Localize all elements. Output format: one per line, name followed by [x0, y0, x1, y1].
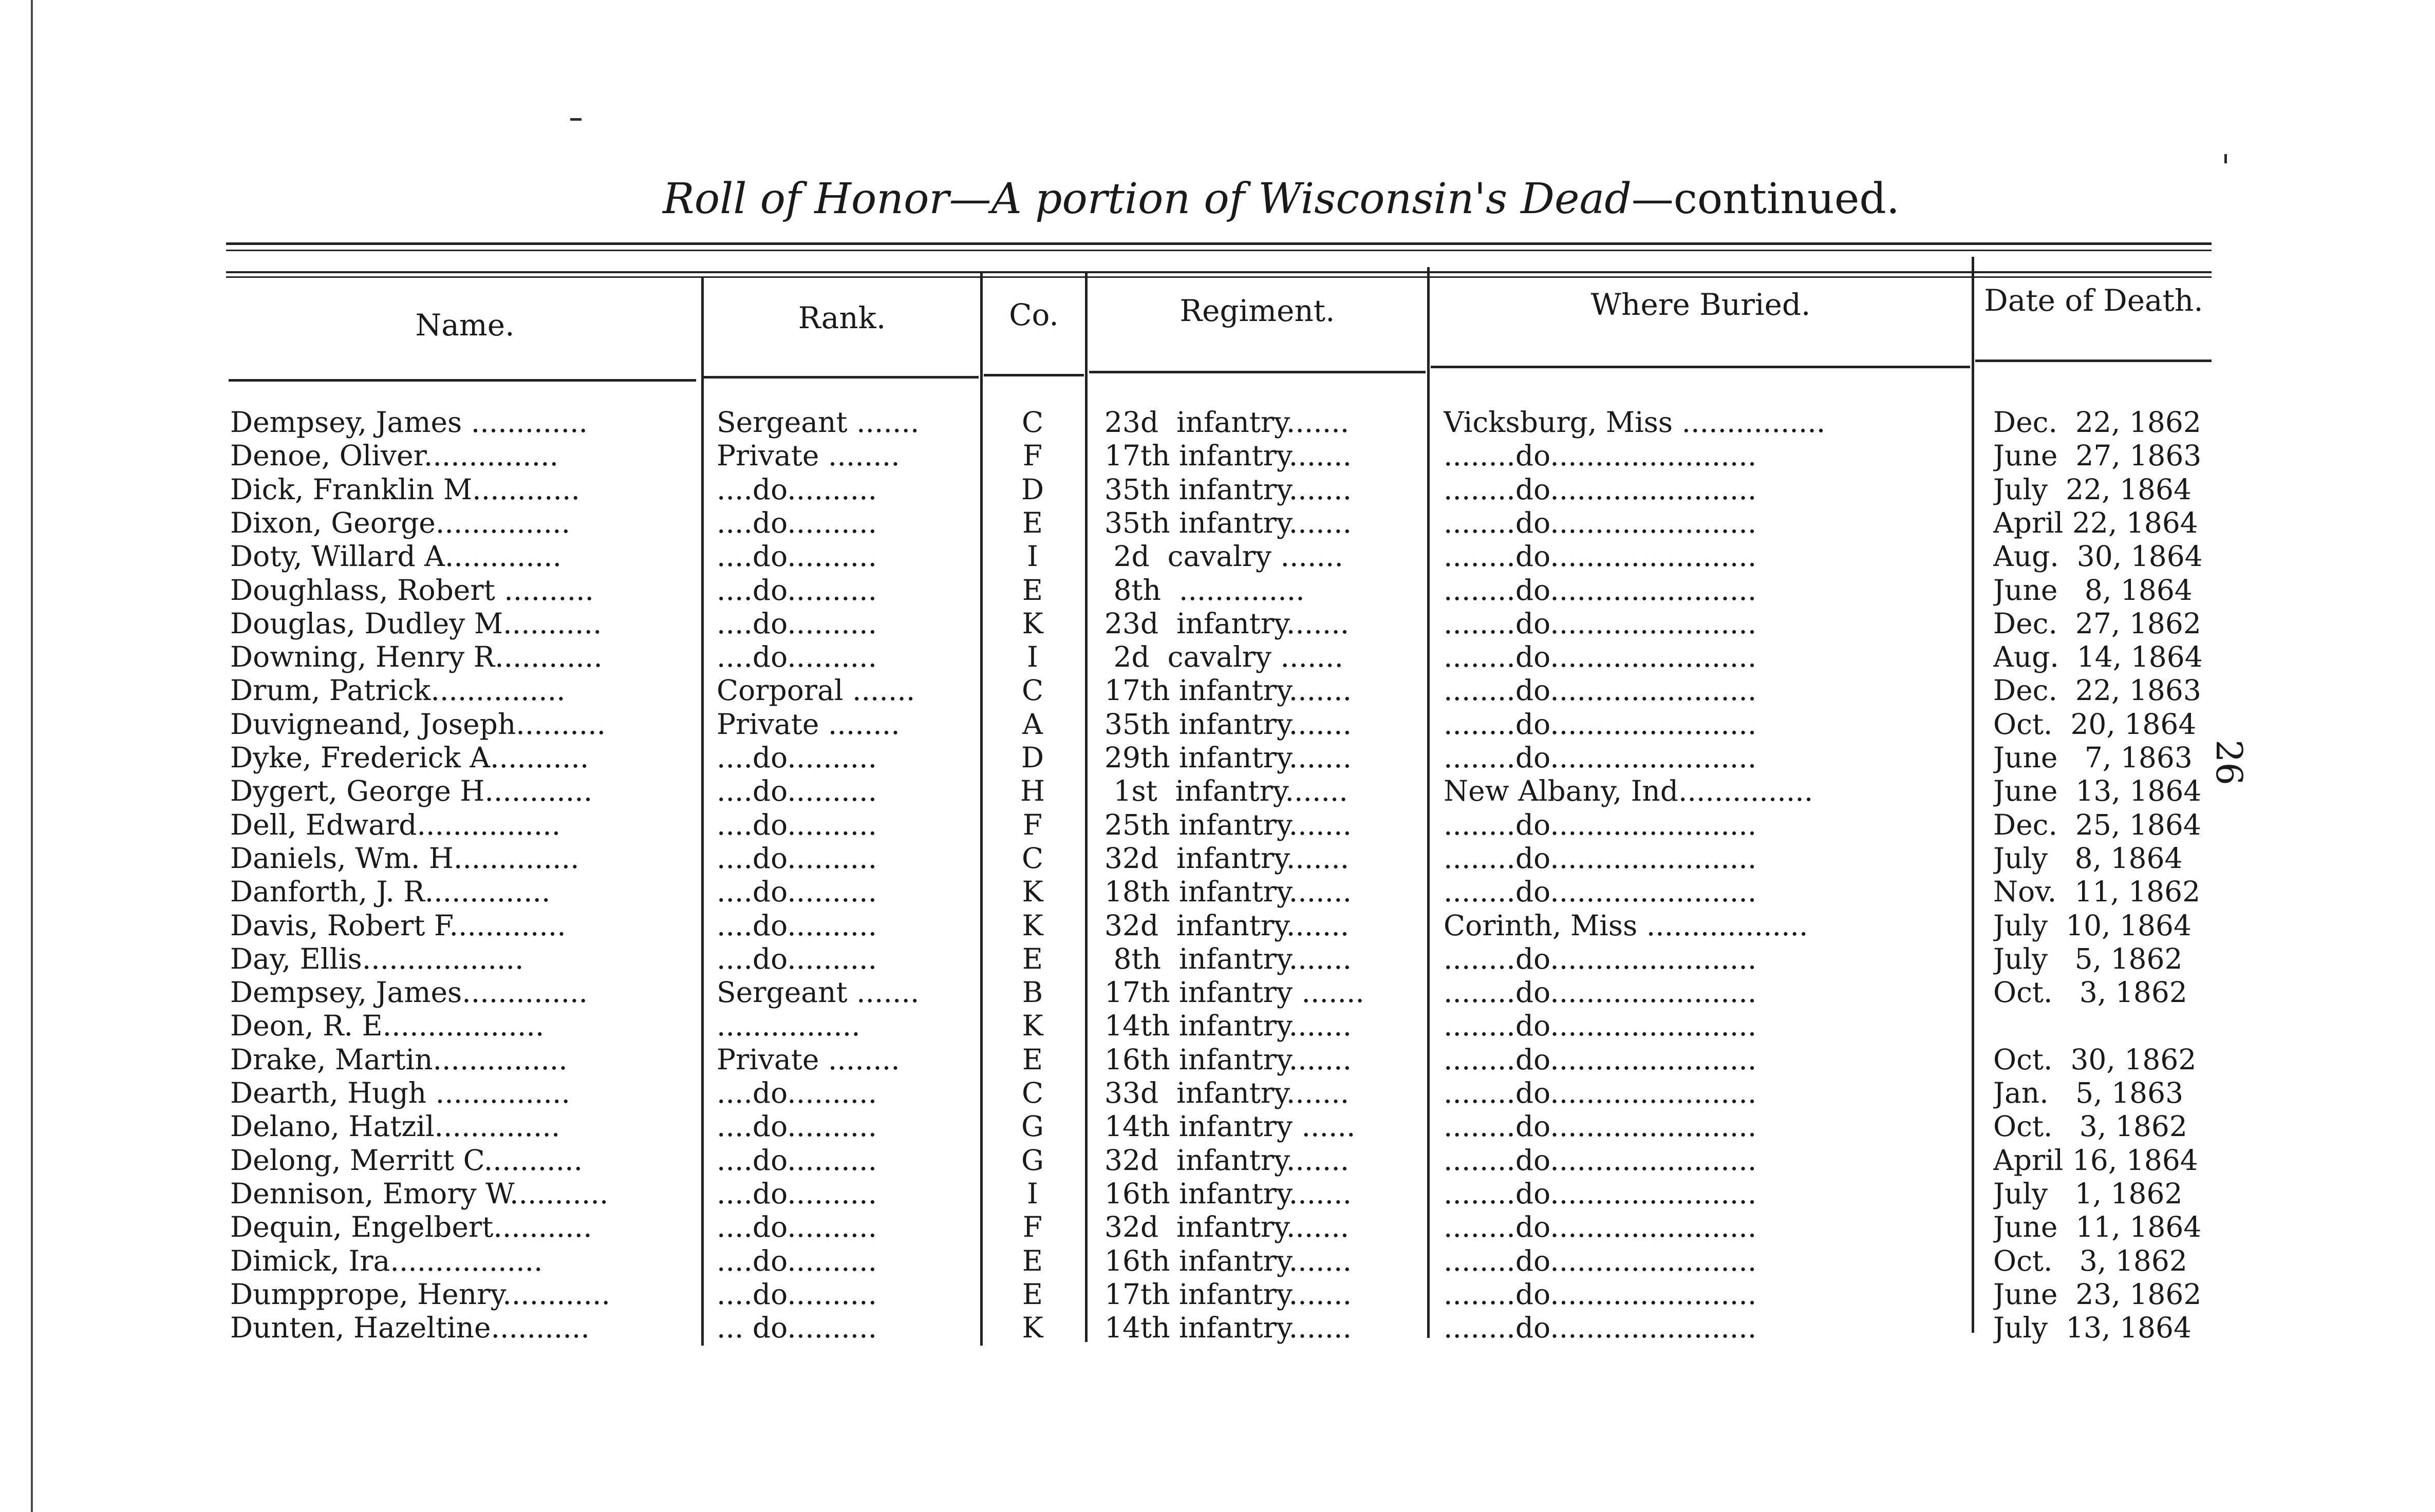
cell-buried: ........do.......................	[1444, 1143, 1757, 1177]
cell-regiment: 2d cavalry .......	[1104, 540, 1343, 573]
cell-co: F	[1022, 1211, 1043, 1244]
cell-date: Oct. 3, 1862	[1993, 976, 2187, 1009]
cell-buried: ........do.......................	[1444, 1211, 1757, 1244]
cell-date: June 7, 1863	[1993, 741, 2193, 774]
cell-regiment: 35th infantry.......	[1104, 472, 1352, 506]
cell-date: July 10, 1864	[1993, 909, 2192, 942]
cell-date: Dec. 22, 1863	[1993, 674, 2201, 707]
cell-name: Dimick, Ira.................	[230, 1244, 543, 1277]
cell-regiment: 8th infantry.......	[1104, 942, 1352, 975]
cell-date: Oct. 20, 1864	[1993, 707, 2197, 741]
cell-rank: ....do..........	[717, 1076, 877, 1109]
cell-co: K	[1022, 1311, 1043, 1345]
cell-buried: ........do.......................	[1444, 976, 1757, 1009]
cell-buried: New Albany, Ind...............	[1444, 774, 1813, 808]
cell-rank: ....do..........	[717, 808, 877, 841]
cell-name: Drum, Patrick...............	[230, 674, 566, 707]
cell-regiment: 1st infantry.......	[1104, 774, 1348, 808]
cell-buried: ........do.......................	[1444, 674, 1757, 707]
cell-co: E	[1022, 1277, 1043, 1311]
cell-co: K	[1022, 909, 1043, 942]
header-where-buried: Where Buried.	[1590, 287, 1811, 322]
cell-regiment: 16th infantry.......	[1104, 1244, 1352, 1277]
cell-co: E	[1022, 506, 1043, 539]
cell-buried: ........do.......................	[1444, 741, 1757, 774]
cell-date: Oct. 30, 1862	[1993, 1043, 2197, 1076]
cell-regiment: 23d infantry.......	[1104, 607, 1350, 640]
cell-buried: ........do.......................	[1444, 540, 1757, 573]
cell-name: Dunten, Hazeltine...........	[230, 1311, 590, 1345]
cell-date: Jan. 5, 1863	[1993, 1076, 2184, 1109]
cell-buried: ........do.......................	[1444, 1076, 1757, 1109]
cell-name: Dempsey, James..............	[230, 976, 588, 1009]
cell-regiment: 23d infantry.......	[1104, 406, 1350, 439]
header-rule-bottom	[1089, 371, 1426, 373]
cell-rank: Sergeant .......	[717, 976, 920, 1009]
cell-name: Denoe, Oliver...............	[230, 439, 559, 472]
cell-regiment: 35th infantry.......	[1104, 707, 1352, 741]
cell-buried: ........do.......................	[1444, 573, 1757, 607]
title-suffix: —continued.	[1631, 175, 1900, 223]
cell-co: D	[1021, 472, 1044, 506]
cell-co: K	[1022, 1009, 1043, 1043]
cell-date: Oct. 3, 1862	[1993, 1244, 2187, 1277]
table-row	[0, 1311, 2435, 1345]
cell-date: July 5, 1862	[1993, 942, 2183, 975]
table-row	[0, 1043, 2435, 1076]
cell-rank: ....do..........	[717, 1177, 877, 1210]
cell-date: July 8, 1864	[1993, 841, 2183, 875]
cell-rank: Private ........	[717, 707, 900, 741]
table-row	[0, 976, 2435, 1009]
cell-regiment: 33d infantry.......	[1104, 1076, 1350, 1109]
cell-name: Delong, Merritt C...........	[230, 1143, 583, 1177]
cell-co: G	[1021, 1110, 1044, 1143]
cell-rank: ....do..........	[717, 1244, 877, 1277]
cell-rank: ....do..........	[717, 540, 877, 573]
cell-regiment: 16th infantry.......	[1104, 1043, 1352, 1076]
table-row	[0, 1278, 2435, 1311]
cell-rank: ....do..........	[717, 909, 877, 942]
header-rule-bottom	[1975, 360, 2212, 362]
cell-rank: Corporal .......	[717, 674, 915, 707]
cell-date: July 22, 1864	[1993, 472, 2192, 506]
cell-rank: ....do..........	[717, 942, 877, 975]
cell-regiment: 29th infantry.......	[1104, 741, 1352, 774]
table-row	[0, 473, 2435, 506]
cell-co: E	[1022, 1043, 1043, 1076]
header-regiment: Regiment.	[1179, 293, 1335, 328]
table-row	[0, 1009, 2435, 1043]
cell-co: C	[1021, 674, 1044, 707]
header-rule-bottom	[984, 374, 1084, 376]
cell-co: K	[1022, 875, 1043, 909]
cell-co: I	[1027, 1177, 1038, 1210]
cell-co: G	[1021, 1143, 1044, 1177]
cell-buried: ........do.......................	[1444, 1009, 1757, 1043]
cell-date: Dec. 27, 1862	[1993, 607, 2201, 640]
top-rule	[226, 242, 2212, 245]
table-row	[0, 640, 2435, 674]
cell-co: F	[1022, 808, 1043, 841]
ink-speck	[570, 118, 582, 121]
header-rule-bottom	[704, 376, 979, 379]
top-rule-second	[226, 250, 2212, 251]
cell-name: Dell, Edward................	[230, 808, 561, 841]
cell-date: July 13, 1864	[1993, 1311, 2192, 1345]
cell-date: June 23, 1862	[1993, 1277, 2202, 1311]
table-row	[0, 875, 2435, 909]
cell-co: C	[1021, 1076, 1044, 1109]
cell-co: I	[1027, 640, 1038, 674]
header-rule-top-second	[226, 276, 2212, 278]
cell-buried: ........do.......................	[1444, 707, 1757, 741]
page-number: 26	[2208, 740, 2250, 786]
cell-name: Day, Ellis..................	[230, 942, 524, 975]
cell-date: Dec. 22, 1862	[1993, 406, 2201, 439]
cell-regiment: 32d infantry.......	[1104, 1143, 1350, 1177]
cell-name: Dygert, George H............	[230, 774, 593, 808]
table-row	[0, 439, 2435, 472]
table-row	[0, 808, 2435, 842]
cell-co: A	[1022, 707, 1043, 741]
cell-rank: ....do..........	[717, 1143, 877, 1177]
cell-buried: ........do.......................	[1444, 841, 1757, 875]
cell-rank: ....do..........	[717, 774, 877, 808]
cell-regiment: 17th infantry.......	[1104, 439, 1352, 472]
cell-rank: ....do..........	[717, 506, 877, 539]
cell-name: Dennison, Emory W...........	[230, 1177, 609, 1210]
cell-buried: ........do.......................	[1444, 1110, 1757, 1143]
cell-name: Dearth, Hugh ...............	[230, 1076, 570, 1109]
page-title	[663, 174, 1900, 225]
cell-date: Aug. 14, 1864	[1993, 640, 2203, 674]
cell-name: Doughlass, Robert ..........	[230, 573, 594, 607]
cell-buried: ........do.......................	[1444, 1177, 1757, 1210]
cell-regiment: 14th infantry.......	[1104, 1311, 1352, 1345]
cell-regiment: 17th infantry .......	[1104, 976, 1364, 1009]
table-row	[0, 1144, 2435, 1177]
cell-rank: ....do..........	[717, 841, 877, 875]
cell-date: April 22, 1864	[1993, 506, 2198, 539]
cell-name: Downing, Henry R............	[230, 640, 603, 674]
table-row	[0, 607, 2435, 640]
cell-regiment: 16th infantry.......	[1104, 1177, 1352, 1210]
cell-co: H	[1020, 774, 1045, 808]
cell-name: Drake, Martin...............	[230, 1043, 568, 1076]
cell-buried: ........do.......................	[1444, 640, 1757, 674]
table-row	[0, 1177, 2435, 1211]
cell-buried: ........do.......................	[1444, 506, 1757, 539]
cell-rank: ....do..........	[717, 640, 877, 674]
cell-regiment: 18th infantry.......	[1104, 875, 1352, 909]
ink-speck	[2224, 154, 2227, 163]
cell-regiment: 32d infantry.......	[1104, 841, 1350, 875]
table-row	[0, 942, 2435, 976]
cell-date: Dec. 25, 1864	[1993, 808, 2201, 841]
cell-rank: ....do..........	[717, 741, 877, 774]
cell-date: April 16, 1864	[1993, 1143, 2198, 1177]
cell-name: Deon, R. E..................	[230, 1009, 545, 1043]
cell-name: Dumpprope, Henry............	[230, 1277, 611, 1311]
header-name: Name.	[415, 308, 515, 343]
cell-buried: Corinth, Miss ..................	[1444, 909, 1808, 942]
cell-regiment: 25th infantry.......	[1104, 808, 1352, 841]
cell-regiment: 35th infantry.......	[1104, 506, 1352, 539]
cell-date: Oct. 3, 1862	[1993, 1110, 2187, 1143]
cell-rank: Private ........	[717, 1043, 900, 1076]
cell-buried: ........do.......................	[1444, 1277, 1757, 1311]
cell-co: E	[1022, 1244, 1043, 1277]
cell-rank: ....do..........	[717, 607, 877, 640]
cell-regiment: 17th infantry.......	[1104, 674, 1352, 707]
cell-name: Davis, Robert F.............	[230, 909, 566, 942]
cell-regiment: 32d infantry.......	[1104, 1211, 1350, 1244]
table-row	[0, 506, 2435, 540]
table-row	[0, 1076, 2435, 1110]
cell-buried: ........do.......................	[1444, 942, 1757, 975]
cell-regiment: 14th infantry.......	[1104, 1009, 1352, 1043]
cell-regiment: 32d infantry.......	[1104, 909, 1350, 942]
cell-date: June 13, 1864	[1993, 774, 2202, 808]
table-row	[0, 1211, 2435, 1244]
table-row	[0, 708, 2435, 741]
cell-date: June 11, 1864	[1993, 1211, 2202, 1244]
cell-buried: ........do.......................	[1444, 808, 1757, 841]
table-row	[0, 540, 2435, 573]
header-co: Co.	[1009, 297, 1059, 332]
cell-date: Aug. 30, 1864	[1993, 540, 2203, 573]
cell-name: Douglas, Dudley M...........	[230, 607, 602, 640]
cell-buried: ........do.......................	[1444, 1244, 1757, 1277]
cell-name: Delano, Hatzil..............	[230, 1110, 560, 1143]
header-rule-bottom	[1431, 366, 1970, 368]
table-row	[0, 741, 2435, 774]
cell-co: K	[1022, 607, 1043, 640]
table-row	[0, 909, 2435, 942]
cell-name: Dyke, Frederick A...........	[230, 741, 589, 774]
cell-co: F	[1022, 439, 1043, 472]
cell-name: Dempsey, James .............	[230, 406, 588, 439]
header-rule-bottom	[229, 379, 696, 382]
header-rule-top	[226, 271, 2212, 273]
cell-co: D	[1021, 741, 1044, 774]
cell-buried: ........do.......................	[1444, 1043, 1757, 1076]
cell-date: June 27, 1863	[1993, 439, 2202, 472]
cell-name: Dequin, Engelbert...........	[230, 1211, 592, 1244]
cell-rank: ....do..........	[717, 875, 877, 909]
cell-regiment: 2d cavalry .......	[1104, 640, 1343, 674]
cell-buried: ........do.......................	[1444, 607, 1757, 640]
table-row	[0, 842, 2435, 875]
cell-name: Duvigneand, Joseph..........	[230, 707, 606, 741]
table-row	[0, 674, 2435, 707]
cell-regiment: 8th ..............	[1104, 573, 1305, 607]
cell-buried: ........do.......................	[1444, 472, 1757, 506]
cell-co: C	[1021, 841, 1044, 875]
cell-co: E	[1022, 942, 1043, 975]
cell-name: Dixon, George...............	[230, 506, 571, 539]
title-main: Roll of Honor—A portion of Wisconsin's Dead	[663, 175, 1632, 223]
cell-buried: Vicksburg, Miss ................	[1444, 406, 1826, 439]
cell-date: June 8, 1864	[1993, 573, 2193, 607]
cell-co: B	[1022, 976, 1043, 1009]
cell-buried: ........do.......................	[1444, 439, 1757, 472]
cell-name: Doty, Willard A.............	[230, 540, 562, 573]
cell-buried: ........do.......................	[1444, 1311, 1757, 1345]
cell-rank: ....do..........	[717, 472, 877, 506]
header-rank: Rank.	[798, 300, 886, 335]
cell-buried: ........do.......................	[1444, 875, 1757, 909]
cell-name: Dick, Franklin M............	[230, 472, 580, 506]
cell-rank: Private ........	[717, 439, 900, 472]
cell-rank: ... do..........	[717, 1311, 877, 1345]
cell-rank: ....do..........	[717, 573, 877, 607]
cell-co: C	[1021, 406, 1044, 439]
table-row	[0, 1110, 2435, 1143]
cell-rank: ....do..........	[717, 1277, 877, 1311]
table-row	[0, 574, 2435, 607]
cell-regiment: 17th infantry.......	[1104, 1277, 1352, 1311]
cell-date: Nov. 11, 1862	[1993, 875, 2201, 909]
cell-rank: Sergeant .......	[717, 406, 920, 439]
table-row	[0, 1244, 2435, 1278]
cell-name: Danforth, J. R..............	[230, 875, 551, 909]
table-row	[0, 774, 2435, 808]
header-date-of-death: Date of Death.	[1984, 283, 2203, 318]
cell-name: Daniels, Wm. H..............	[230, 841, 579, 875]
cell-co: E	[1022, 573, 1043, 607]
table-row	[0, 406, 2435, 439]
cell-rank: ................	[717, 1009, 860, 1043]
cell-co: I	[1027, 540, 1038, 573]
cell-regiment: 14th infantry ......	[1104, 1110, 1356, 1143]
cell-rank: ....do..........	[717, 1110, 877, 1143]
cell-rank: ....do..........	[717, 1211, 877, 1244]
cell-date: July 1, 1862	[1993, 1177, 2183, 1210]
